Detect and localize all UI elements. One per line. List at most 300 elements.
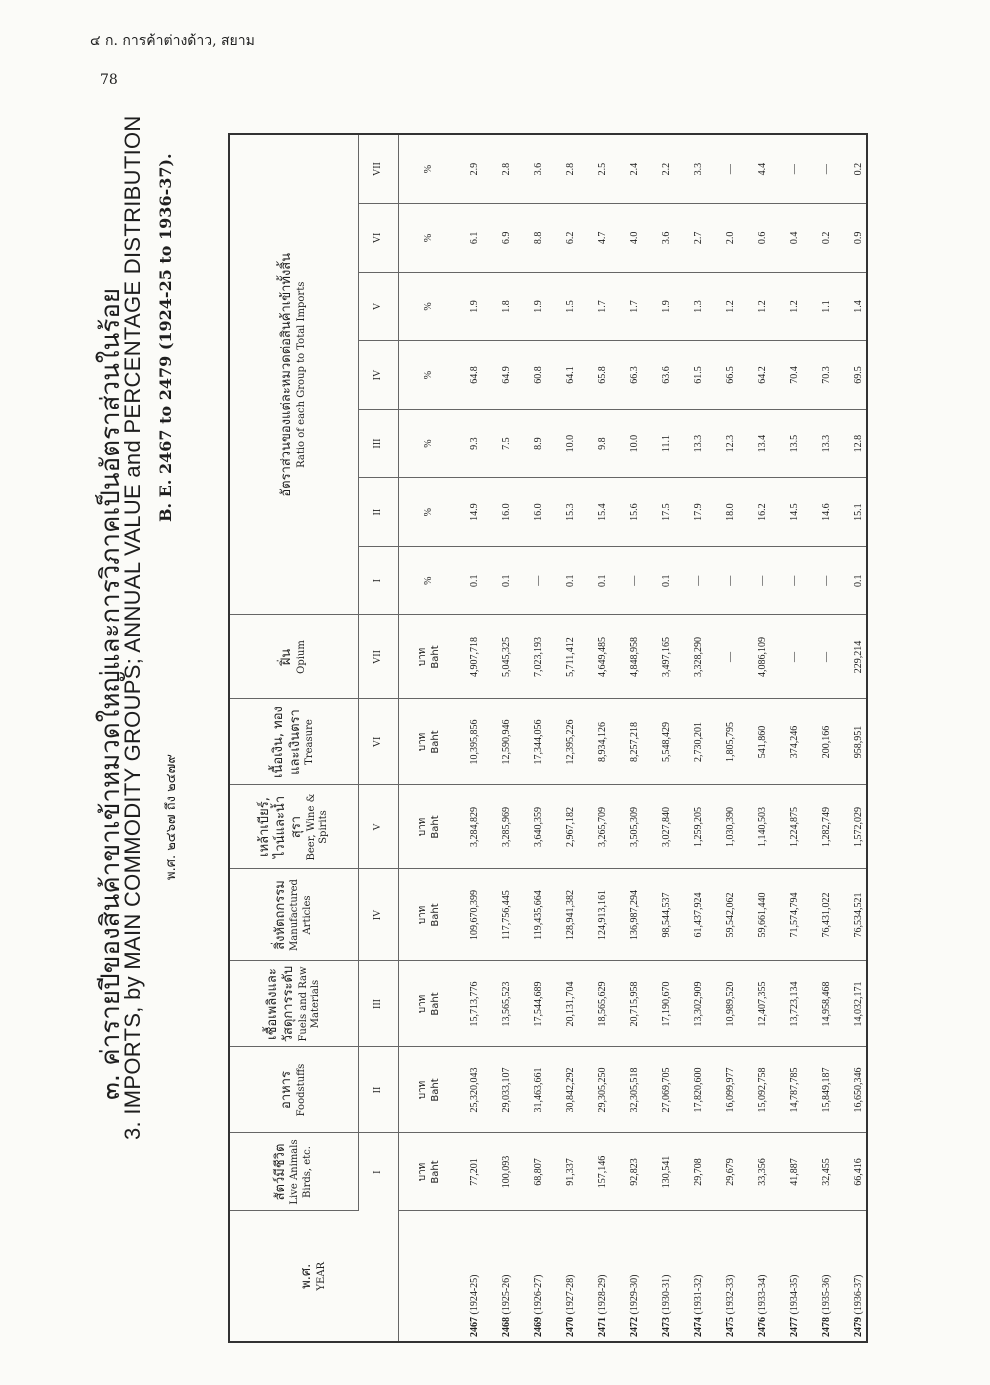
percent-cell: 1.8 [490, 272, 522, 341]
percent-cell: 4.0 [618, 204, 650, 273]
value-cell: 33,356 [746, 1133, 778, 1211]
year-be: 2469 [532, 1317, 544, 1337]
col5-english: Beer, Wine & Spirits [305, 793, 330, 861]
value-cell: 100,093 [490, 1133, 522, 1211]
year-be: 2475 [724, 1317, 736, 1337]
col5-header [230, 785, 358, 869]
year-be: 2470 [564, 1317, 576, 1337]
title-english: 3. IMPORTS, by MAIN COMMODITY GROUPS; ANNUAL VALUE and PERCENTAGE DISTRIBUTION [120, 115, 145, 1140]
percent-cell: 15.3 [554, 478, 586, 547]
value-cell: 29,033,107 [490, 1047, 522, 1133]
percent-cell: 14.9 [458, 478, 490, 547]
value-cell: 374,246 [778, 699, 810, 785]
year-cell [554, 1211, 586, 1341]
value-cell: 5,711,412 [554, 615, 586, 699]
value-cell: 30,842,292 [554, 1047, 586, 1133]
percent-cell: 17.9 [682, 478, 714, 547]
value-cell: 13,565,523 [490, 961, 522, 1047]
table-row [522, 135, 554, 1341]
value-cell: 1,030,390 [714, 785, 746, 869]
table-row [810, 135, 842, 1341]
pct-roman-4: IV [358, 341, 398, 410]
percent-cell: 64.9 [490, 341, 522, 410]
percent-cell: 16.2 [746, 478, 778, 547]
percent-cell: 70.3 [810, 341, 842, 410]
year-cell [810, 1211, 842, 1341]
unit-2: บาท Baht [398, 1047, 458, 1133]
percent-cell: 18.0 [714, 478, 746, 547]
value-cell: 17,190,670 [650, 961, 682, 1047]
value-cell: 3,328,290 [682, 615, 714, 699]
value-cell: 8,934,126 [586, 699, 618, 785]
year-cell [458, 1211, 490, 1341]
percent-cell: 4.7 [586, 204, 618, 273]
year-be: 2472 [628, 1317, 640, 1337]
pct-unit-2: % [398, 478, 458, 547]
value-cell: 14,958,468 [810, 961, 842, 1047]
value-cell: 27,069,705 [650, 1047, 682, 1133]
value-cell: 13,302,909 [682, 961, 714, 1047]
percent-cell: — [778, 546, 810, 615]
year-be: 2471 [596, 1317, 608, 1337]
year-cell [778, 1211, 810, 1341]
col2-english: Foodstuffs [295, 1063, 307, 1117]
col3-english: Fuels and Raw Materials [297, 966, 321, 1042]
year-ad: (1929-30) [628, 1274, 640, 1315]
value-cell: 3,497,165 [650, 615, 682, 699]
value-cell: 1,140,503 [746, 785, 778, 869]
value-cell: 4,649,485 [586, 615, 618, 699]
year-cell [746, 1211, 778, 1341]
year-ad: (1932-33) [724, 1274, 736, 1315]
value-cell: 17,820,600 [682, 1047, 714, 1133]
percent-cell: 1.9 [522, 272, 554, 341]
value-cell: 16,650,346 [842, 1047, 868, 1133]
ratio-header [230, 135, 358, 615]
pct-unit-5: % [398, 272, 458, 341]
title-thai: ๓. ค่ารายปีของสินค้าขาเข้าหมวดใหญ่และการวิภาคเป็นอัตราส่วนในร้อย [96, 287, 126, 1100]
unit-3: บาท Baht [398, 961, 458, 1047]
percent-cell: 1.5 [554, 272, 586, 341]
col3-header [230, 961, 358, 1047]
percent-cell: — [714, 546, 746, 615]
page-number: 78 [100, 72, 118, 88]
percent-cell: 2.8 [554, 135, 586, 204]
value-cell: 3,640,359 [522, 785, 554, 869]
ratio-english: Ratio of each Group to Total Imports [295, 281, 307, 468]
unit-7: บาท Baht [398, 615, 458, 699]
value-cell: 4,086,109 [746, 615, 778, 699]
percent-cell: 60.8 [522, 341, 554, 410]
year-cell [842, 1211, 868, 1341]
percent-cell: 0.1 [554, 546, 586, 615]
col7-english: Opium [295, 640, 307, 674]
table-row [618, 135, 650, 1341]
value-cell: 12,407,355 [746, 961, 778, 1047]
value-cell: 130,541 [650, 1133, 682, 1211]
value-cell: 98,544,537 [650, 869, 682, 961]
value-cell: 3,284,829 [458, 785, 490, 869]
year-be: 2478 [820, 1317, 832, 1337]
value-cell: 20,715,958 [618, 961, 650, 1047]
percent-cell: — [810, 546, 842, 615]
percent-cell: 66.5 [714, 341, 746, 410]
table-body [458, 135, 868, 1341]
table-row [746, 135, 778, 1341]
percent-cell: 2.7 [682, 204, 714, 273]
year-cell [618, 1211, 650, 1341]
value-cell: 16,099,977 [714, 1047, 746, 1133]
percent-cell: 0.9 [842, 204, 868, 273]
percent-cell: — [618, 546, 650, 615]
table-row [586, 135, 618, 1341]
col6-english: Treasure [303, 719, 315, 765]
unit-4: บาท Baht [398, 869, 458, 961]
col1-header [230, 1133, 358, 1211]
year-be: 2476 [756, 1317, 768, 1337]
percent-cell: 17.5 [650, 478, 682, 547]
percent-cell: 12.8 [842, 409, 868, 478]
percent-cell: 13.3 [810, 409, 842, 478]
year-be: 2479 [852, 1317, 864, 1337]
percent-cell: — [778, 135, 810, 204]
value-cell: 200,166 [810, 699, 842, 785]
value-cell: 117,756,445 [490, 869, 522, 961]
percent-cell: 3.6 [650, 204, 682, 273]
percent-cell: 64.8 [458, 341, 490, 410]
col4-thai: สิ่งหัตถกรรม [273, 880, 289, 950]
value-cell: 32,305,518 [618, 1047, 650, 1133]
year-be: 2467 [468, 1317, 480, 1337]
year-cell [714, 1211, 746, 1341]
percent-cell: 16.0 [490, 478, 522, 547]
value-cell: 14,032,171 [842, 961, 868, 1047]
pct-unit-4: % [398, 341, 458, 410]
value-cell: 109,670,399 [458, 869, 490, 961]
value-cell: 76,431,022 [810, 869, 842, 961]
percent-cell: — [714, 135, 746, 204]
pct-unit-7: % [398, 135, 458, 204]
percent-cell: 9.8 [586, 409, 618, 478]
value-cell: 3,505,309 [618, 785, 650, 869]
pct-unit-6: % [398, 204, 458, 273]
roman-4: IV [358, 869, 398, 961]
percent-cell: — [522, 546, 554, 615]
running-head: ๔ ก. การค้าต่างด้าว, สยาม [90, 33, 255, 49]
year-cell [682, 1211, 714, 1341]
year-header [230, 1211, 398, 1341]
year-cell [522, 1211, 554, 1341]
year-ad: (1935-36) [820, 1274, 832, 1315]
unit-blank [398, 1211, 458, 1341]
col7-header [230, 615, 358, 699]
value-cell: 92,823 [618, 1133, 650, 1211]
value-cell: 5,045,325 [490, 615, 522, 699]
year-ad: (1931-32) [692, 1274, 704, 1315]
period-thai: พ.ศ. ๒๔๖๗ ถึง ๒๔๗๙ [164, 754, 179, 880]
value-cell: 2,730,201 [682, 699, 714, 785]
value-cell: 4,848,958 [618, 615, 650, 699]
year-ad: (1924-25) [468, 1274, 480, 1315]
col4-english: Manufactured Articles [289, 879, 313, 951]
percent-cell: 1.1 [810, 272, 842, 341]
pct-roman-3: III [358, 409, 398, 478]
unit-row [398, 135, 458, 1341]
col3-thai: เชื้อเพลิงและวัสดุการระดับ [265, 965, 297, 1043]
value-cell: 91,337 [554, 1133, 586, 1211]
year-header-thai: พ.ศ. [299, 1263, 315, 1289]
value-cell: 128,941,382 [554, 869, 586, 961]
value-cell: 541,860 [746, 699, 778, 785]
percent-cell: 1.9 [458, 272, 490, 341]
col2-header [230, 1047, 358, 1133]
year-ad: (1933-34) [756, 1274, 768, 1315]
percent-cell: 1.7 [618, 272, 650, 341]
percent-cell: 14.5 [778, 478, 810, 547]
value-cell: 1,282,749 [810, 785, 842, 869]
percent-cell: 16.0 [522, 478, 554, 547]
percent-cell: 9.3 [458, 409, 490, 478]
percent-cell: 2.5 [586, 135, 618, 204]
percent-cell: 61.5 [682, 341, 714, 410]
percent-cell: 13.3 [682, 409, 714, 478]
percent-cell: 0.6 [746, 204, 778, 273]
value-cell: 31,463,661 [522, 1047, 554, 1133]
roman-row [358, 135, 398, 1341]
percent-cell: 1.2 [714, 272, 746, 341]
roman-2: II [358, 1047, 398, 1133]
table-row [458, 135, 490, 1341]
percent-cell: 13.5 [778, 409, 810, 478]
value-cell: 136,987,294 [618, 869, 650, 961]
value-cell: 12,590,946 [490, 699, 522, 785]
year-ad: (1927-28) [564, 1274, 576, 1315]
value-cell: 59,542,062 [714, 869, 746, 961]
year-ad: (1925-26) [500, 1274, 512, 1315]
col6-header [230, 699, 358, 785]
value-cell: 17,344,056 [522, 699, 554, 785]
value-cell: 29,305,250 [586, 1047, 618, 1133]
table-row [778, 135, 810, 1341]
table-row [682, 135, 714, 1341]
value-cell: — [714, 615, 746, 699]
percent-cell: 2.4 [618, 135, 650, 204]
value-cell: 3,285,969 [490, 785, 522, 869]
value-cell: 1,259,205 [682, 785, 714, 869]
value-cell: 71,574,794 [778, 869, 810, 961]
percent-cell: 64.1 [554, 341, 586, 410]
value-cell: 76,534,521 [842, 869, 868, 961]
value-cell: 59,661,440 [746, 869, 778, 961]
table-row [650, 135, 682, 1341]
percent-cell: 70.4 [778, 341, 810, 410]
unit-1: บาท Baht [398, 1133, 458, 1211]
value-cell: 8,257,218 [618, 699, 650, 785]
roman-6: VI [358, 699, 398, 785]
percent-cell: 10.0 [554, 409, 586, 478]
percent-cell: 14.6 [810, 478, 842, 547]
percent-cell: 3.3 [682, 135, 714, 204]
percent-cell: 6.1 [458, 204, 490, 273]
ratio-thai: อัตราส่วนของแต่ละหมวดต่อสินค้าเข้าทั้งสิ้น [279, 252, 295, 497]
table-row [842, 135, 868, 1341]
percent-cell: 1.9 [650, 272, 682, 341]
col2-thai: อาหาร [279, 1071, 295, 1109]
table-row [490, 135, 522, 1341]
title-block [82, 115, 192, 1360]
percent-cell: 64.2 [746, 341, 778, 410]
percent-cell: 1.4 [842, 272, 868, 341]
percent-cell: 12.3 [714, 409, 746, 478]
year-ad: (1926-27) [532, 1274, 544, 1315]
percent-cell: — [746, 546, 778, 615]
value-cell: 12,395,226 [554, 699, 586, 785]
percent-cell: 11.1 [650, 409, 682, 478]
value-cell: 15,849,187 [810, 1047, 842, 1133]
value-cell: 17,544,689 [522, 961, 554, 1047]
table-row [554, 135, 586, 1341]
percent-cell: 0.1 [650, 546, 682, 615]
value-cell: 15,092,758 [746, 1047, 778, 1133]
value-cell: 15,713,776 [458, 961, 490, 1047]
data-table [230, 135, 868, 1341]
value-cell: 5,548,429 [650, 699, 682, 785]
value-cell: 7,023,193 [522, 615, 554, 699]
value-cell: 157,146 [586, 1133, 618, 1211]
value-cell: 77,201 [458, 1133, 490, 1211]
percent-cell: 15.4 [586, 478, 618, 547]
value-cell: 13,723,134 [778, 961, 810, 1047]
col6-thai: เนื้อเงิน, ทอง และเงินตรา [271, 706, 303, 778]
value-cell: 32,455 [810, 1133, 842, 1211]
unit-5: บาท Baht [398, 785, 458, 869]
percent-cell: 1.2 [746, 272, 778, 341]
percent-cell: — [810, 135, 842, 204]
value-cell: 3,027,840 [650, 785, 682, 869]
value-cell: 20,131,704 [554, 961, 586, 1047]
value-cell: 1,805,795 [714, 699, 746, 785]
percent-cell: 1.3 [682, 272, 714, 341]
percent-cell: 0.4 [778, 204, 810, 273]
value-cell: 25,320,043 [458, 1047, 490, 1133]
year-cell [650, 1211, 682, 1341]
imports-table [228, 133, 868, 1343]
roman-5: V [358, 785, 398, 869]
percent-cell: 2.0 [714, 204, 746, 273]
pct-unit-3: % [398, 409, 458, 478]
year-be: 2477 [788, 1317, 800, 1337]
period-english: B. E. 2467 to 2479 (1924-25 to 1936-37). [156, 153, 175, 522]
value-cell: 29,679 [714, 1133, 746, 1211]
percent-cell: 8.9 [522, 409, 554, 478]
percent-cell: 65.8 [586, 341, 618, 410]
percent-cell: 66.3 [618, 341, 650, 410]
percent-cell: 15.1 [842, 478, 868, 547]
value-cell: 29,708 [682, 1133, 714, 1211]
year-ad: (1928-29) [596, 1274, 608, 1315]
percent-cell: 8.8 [522, 204, 554, 273]
year-ad: (1936-37) [852, 1274, 864, 1315]
roman-7: VII [358, 615, 398, 699]
percent-cell: 13.4 [746, 409, 778, 478]
unit-6: บาท Baht [398, 699, 458, 785]
year-header-english: YEAR [315, 1261, 327, 1291]
pct-roman-2: II [358, 478, 398, 547]
percent-cell: 10.0 [618, 409, 650, 478]
percent-cell: 6.2 [554, 204, 586, 273]
year-ad: (1934-35) [788, 1274, 800, 1315]
pct-roman-7: VII [358, 135, 398, 204]
value-cell: 41,887 [778, 1133, 810, 1211]
percent-cell: 7.5 [490, 409, 522, 478]
col5-thai: เหล้าเบียร์, ไวน์และน้ำสุรา [256, 795, 305, 859]
percent-cell: 0.2 [842, 135, 868, 204]
percent-cell: 0.2 [810, 204, 842, 273]
col1-english: Live Animals Birds, etc. [289, 1139, 313, 1205]
year-be: 2474 [692, 1317, 704, 1337]
value-cell: 10,395,856 [458, 699, 490, 785]
percent-cell: 2.8 [490, 135, 522, 204]
value-cell: 958,951 [842, 699, 868, 785]
percent-cell: 4.4 [746, 135, 778, 204]
percent-cell: 63.6 [650, 341, 682, 410]
percent-cell: 2.2 [650, 135, 682, 204]
value-cell: 119,435,664 [522, 869, 554, 961]
percent-cell: — [682, 546, 714, 615]
roman-1: I [358, 1133, 398, 1211]
col1-thai: สัตว์มีชีวิต [273, 1143, 289, 1201]
year-ad: (1930-31) [660, 1274, 672, 1315]
roman-3: III [358, 961, 398, 1047]
percent-cell: 0.1 [490, 546, 522, 615]
percent-cell: 2.9 [458, 135, 490, 204]
value-cell: — [778, 615, 810, 699]
value-cell: 68,807 [522, 1133, 554, 1211]
percent-cell: 0.1 [842, 546, 868, 615]
percent-cell: 6.9 [490, 204, 522, 273]
value-cell: 2,967,182 [554, 785, 586, 869]
percent-cell: 0.1 [586, 546, 618, 615]
value-cell: 1,572,029 [842, 785, 868, 869]
percent-cell: 15.6 [618, 478, 650, 547]
year-cell [490, 1211, 522, 1341]
col7-thai: ฝิ่น [279, 648, 295, 666]
percent-cell: 1.2 [778, 272, 810, 341]
value-cell: 66,416 [842, 1133, 868, 1211]
year-be: 2468 [500, 1317, 512, 1337]
value-cell: 61,437,924 [682, 869, 714, 961]
value-cell: 14,787,785 [778, 1047, 810, 1133]
value-cell: 1,224,875 [778, 785, 810, 869]
pct-roman-6: VI [358, 204, 398, 273]
value-cell: 229,214 [842, 615, 868, 699]
percent-cell: 1.7 [586, 272, 618, 341]
year-cell [586, 1211, 618, 1341]
table-row [714, 135, 746, 1341]
pct-roman-5: V [358, 272, 398, 341]
value-cell: 4,907,718 [458, 615, 490, 699]
year-be: 2473 [660, 1317, 672, 1337]
value-cell: 18,565,629 [586, 961, 618, 1047]
percent-cell: 0.1 [458, 546, 490, 615]
value-cell: 10,989,520 [714, 961, 746, 1047]
value-cell: 124,913,161 [586, 869, 618, 961]
col4-header [230, 869, 358, 961]
pct-unit-1: % [398, 546, 458, 615]
percent-cell: 69.5 [842, 341, 868, 410]
value-cell: 3,265,709 [586, 785, 618, 869]
pct-roman-1: I [358, 546, 398, 615]
